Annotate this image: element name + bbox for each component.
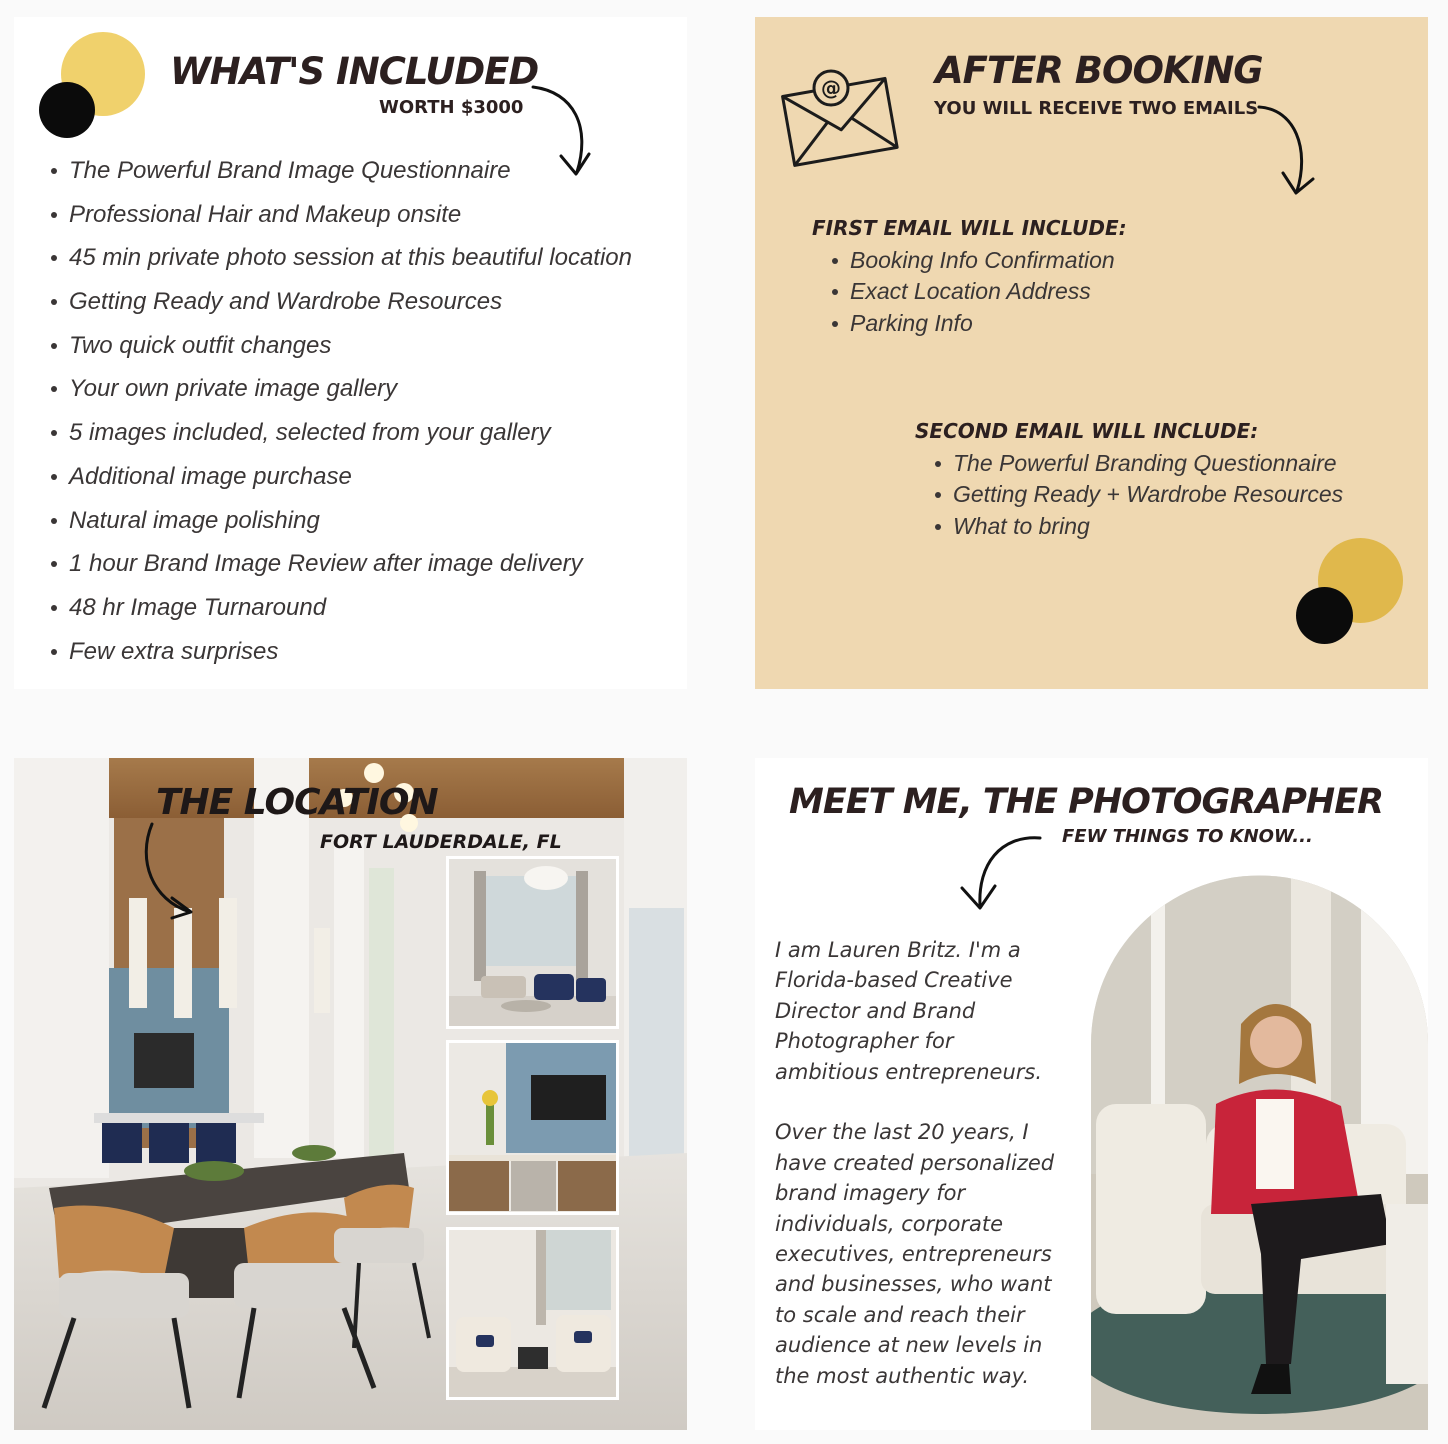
list-item: Getting Ready + Wardrobe Resources [953, 479, 1343, 510]
after-booking-panel [755, 17, 1428, 689]
list-item: Getting Ready and Wardrobe Resources [69, 280, 632, 324]
list-item: 1 hour Brand Image Review after image delivery [69, 542, 632, 586]
photographer-portrait-photo [1091, 874, 1428, 1430]
bio-line: Director and Brand [775, 998, 976, 1023]
envelope-icon [777, 62, 902, 167]
bio-line: Over the last 20 years, I [775, 1120, 1029, 1145]
living-room-thumbnail [446, 856, 619, 1029]
bio-line: to scale and reach their [775, 1302, 1025, 1327]
list-item: Parking Info [850, 308, 1115, 339]
list-item: 5 images included, selected from your gallery [69, 411, 632, 455]
list-item: Professional Hair and Makeup onsite [69, 193, 632, 237]
whats-included-panel [14, 17, 687, 689]
second-email-heading: SECOND EMAIL WILL INCLUDE: [915, 419, 1259, 443]
list-item: The Powerful Brand Image Questionnaire [69, 149, 632, 193]
bio-line: I am Lauren Britz. I'm a [775, 938, 1021, 962]
bio-line: Florida-based Creative [775, 968, 1013, 993]
bio-line: Photographer for [775, 1029, 954, 1054]
booking-title: AFTER BOOKING [935, 49, 1263, 92]
list-item: What to bring [953, 511, 1343, 542]
bio-line: ambitious entrepreneurs. [775, 1059, 1043, 1084]
location-title: THE LOCATION [156, 782, 438, 823]
bio-line: brand imagery for [775, 1181, 966, 1206]
arrow-down-icon [1255, 99, 1325, 204]
included-title: WHAT'S INCLUDED [170, 50, 539, 93]
list-item: 48 hr Image Turnaround [69, 586, 632, 630]
photographer-title: MEET ME, THE PHOTOGRAPHER [789, 782, 1384, 822]
bio-line: executives, entrepreneurs [775, 1242, 1052, 1267]
lounge-thumbnail [446, 1227, 619, 1400]
bio-line: the most authentic way. [775, 1363, 1030, 1388]
arrow-down-icon [950, 830, 1045, 915]
list-item: Your own private image gallery [69, 367, 632, 411]
list-item: Exact Location Address [850, 276, 1115, 307]
black-circle-decoration [39, 82, 95, 138]
bio-line: individuals, corporate [775, 1211, 1004, 1236]
included-list [69, 149, 632, 673]
list-item: Few extra surprises [69, 630, 632, 674]
photographer-panel [755, 758, 1428, 1430]
location-subtitle: FORT LAUDERDALE, FL [320, 831, 562, 853]
black-circle-decoration [1296, 587, 1353, 644]
list-item: Additional image purchase [69, 455, 632, 499]
list-item: Two quick outfit changes [69, 324, 632, 368]
first-email-heading: FIRST EMAIL WILL INCLUDE: [812, 216, 1127, 240]
svg-text:@: @ [821, 76, 841, 100]
first-email-list [850, 245, 1115, 339]
second-email-list [953, 448, 1343, 542]
bio-line: and businesses, who want [775, 1272, 1052, 1297]
list-item: 45 min private photo session at this beautiful location [69, 236, 632, 280]
list-item: The Powerful Branding Questionnaire [953, 448, 1343, 479]
photographer-bio [775, 935, 1054, 1391]
included-subtitle: WORTH $3000 [379, 97, 524, 118]
kitchen-thumbnail [446, 1040, 619, 1215]
location-panel [14, 758, 687, 1430]
curved-arrow-icon [132, 820, 202, 920]
bio-line: audience at new levels in [775, 1333, 1043, 1358]
list-item: Natural image polishing [69, 499, 632, 543]
photographer-subtitle: FEW THINGS TO KNOW... [1062, 826, 1313, 847]
list-item: Booking Info Confirmation [850, 245, 1115, 276]
booking-subtitle: YOU WILL RECEIVE TWO EMAILS [934, 98, 1259, 119]
bio-line: have created personalized [775, 1150, 1055, 1175]
bio-line [775, 1087, 1054, 1117]
